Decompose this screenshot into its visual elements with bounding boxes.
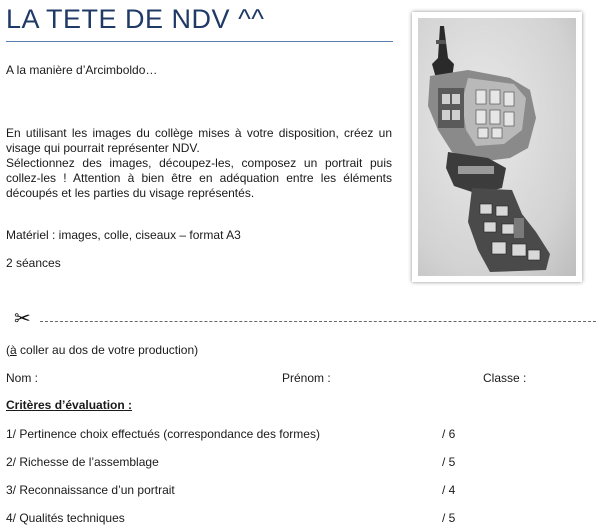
criterion-label: 1/ Pertinence choix effectués (correspondance des formes)	[6, 427, 320, 441]
criterion-score: / 6	[442, 427, 456, 441]
materials-line: Matériel : images, colle, ciseaux – format A3	[6, 228, 241, 242]
subtitle: A la manière d’Arcimboldo…	[6, 63, 158, 77]
page-title: LA TETE DE NDV ^^	[6, 4, 265, 34]
instructions	[6, 126, 392, 201]
paste-instruction-a: à	[10, 343, 17, 357]
criterion-score: / 5	[442, 455, 456, 469]
cut-line	[40, 321, 596, 322]
sessions-line: 2 séances	[6, 256, 61, 270]
collage-photo	[418, 18, 576, 276]
title-underline	[6, 41, 393, 42]
criterion-score: / 5	[442, 511, 456, 525]
paste-instruction-open: (	[6, 343, 10, 357]
criterion-label: 2/ Richesse de l’assemblage	[6, 455, 159, 469]
name-label: Nom :	[6, 371, 39, 385]
paste-instruction	[6, 343, 198, 358]
paste-instruction-rest: coller au dos de votre production)	[16, 343, 199, 357]
scissors-icon: ✂	[14, 308, 31, 330]
class-label: Classe :	[483, 371, 527, 385]
first-name-label: Prénom :	[282, 371, 331, 385]
instruction-paragraph: En utilisant les images du collège mises à votre disposition, créez un visage qui pourrait représenter NDV.	[6, 126, 392, 155]
instruction-paragraph: Sélectionnez des images, découpez-les, composez un portrait puis collez-les ! Attention à bien être en adéquation entre les éléments découpés et les parties du visage représentés.	[6, 156, 392, 200]
criteria-title: Critères d’évaluation :	[6, 398, 133, 412]
collage-photo-frame	[412, 12, 582, 282]
criterion-label: 4/ Qualités techniques	[6, 511, 125, 525]
criterion-label: 3/ Reconnaissance d’un portrait	[6, 483, 175, 497]
criterion-score: / 4	[442, 483, 456, 497]
